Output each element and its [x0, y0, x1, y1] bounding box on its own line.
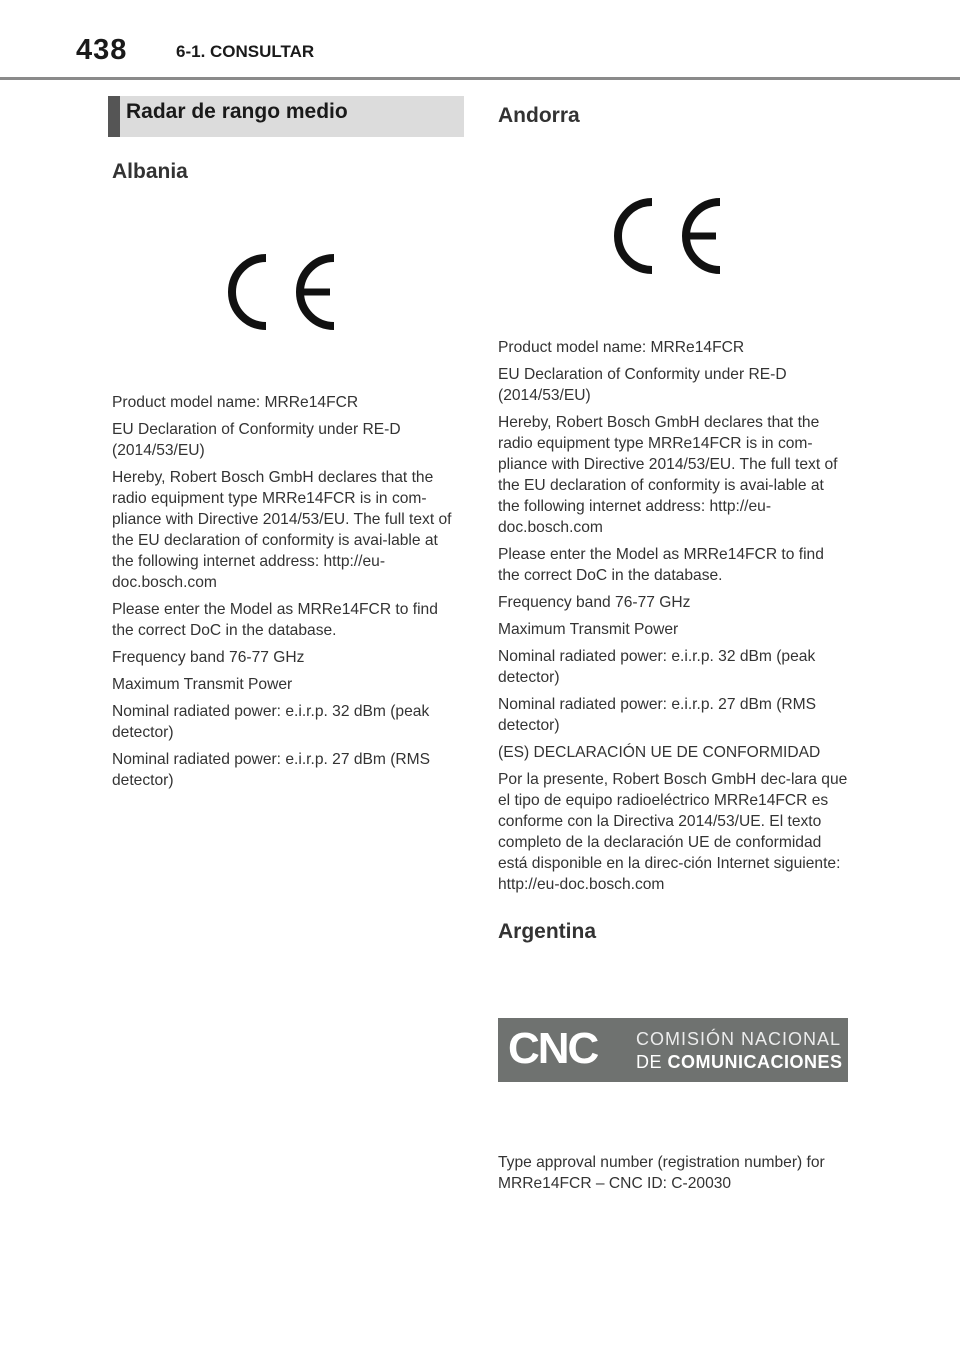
paragraph: Por la presente, Robert Bosch GmbH dec-lara que el tipo de equipo radioeléctrico MRRe14FCR es conforme con la Directiva 2014/53/UE. El texto completo de la declaración UE de conformidad está disponible en la direc-ción Internet siguiente: http://eu-doc.bosch.com: [498, 771, 848, 893]
section-banner: [108, 96, 464, 137]
paragraph: Nominal radiated power: e.i.r.p. 32 dBm (peak detector): [498, 648, 816, 686]
country-title-argentina: Argentina: [498, 920, 597, 943]
page-header: [0, 0, 960, 80]
argentina-text: [498, 1152, 848, 1200]
paragraph: Please enter the Model as MRRe14FCR to find the correct DoC in the database.: [498, 546, 824, 584]
cnc-logo-letters: CNC: [508, 1024, 598, 1073]
paragraph: Maximum Transmit Power: [112, 676, 293, 693]
paragraph: Frequency band 76-77 GHz: [498, 594, 691, 611]
paragraph: Nominal radiated power: e.i.r.p. 32 dBm (peak detector): [112, 703, 430, 741]
paragraph: Type approval number (registration number) for MRRe14FCR – CNC ID: C-20030: [498, 1154, 825, 1192]
paragraph: Hereby, Robert Bosch GmbH declares that the radio equipment type MRRe14FCR is in com-pliance with Directive 2014/53/EU. The full text of the EU declaration of conformity is avai-lable at the following internet address: http://eu-doc.bosch.com: [498, 414, 838, 536]
paragraph: Please enter the Model as MRRe14FCR to find the correct DoC in the database.: [112, 601, 438, 639]
paragraph: Maximum Transmit Power: [498, 621, 679, 638]
paragraph: Product model name: MRRe14FCR: [498, 339, 745, 356]
cnc-logo-line2-bold: COMUNICACIONES: [667, 1052, 843, 1072]
paragraph: (ES) DECLARACIÓN UE DE CONFORMIDAD: [498, 744, 821, 761]
paragraph: Nominal radiated power: e.i.r.p. 27 dBm (RMS detector): [112, 751, 431, 789]
paragraph: Frequency band 76-77 GHz: [112, 649, 305, 666]
paragraph: EU Declaration of Conformity under RE-D (2014/53/EU): [112, 421, 401, 459]
cnc-logo-line1: COMISIÓN NACIONAL: [636, 1029, 842, 1049]
ce-mark-icon: [612, 194, 728, 278]
albania-text: [112, 392, 462, 797]
paragraph: Nominal radiated power: e.i.r.p. 27 dBm (RMS detector): [498, 696, 817, 734]
chapter-title: 6-1. CONSULTAR: [176, 42, 315, 61]
paragraph: Product model name: MRRe14FCR: [112, 394, 359, 411]
page-number: 438: [76, 34, 128, 66]
paragraph: EU Declaration of Conformity under RE-D (2014/53/EU): [498, 366, 787, 404]
section-title: Radar de rango medio: [126, 100, 348, 123]
country-title-andorra: Andorra: [498, 104, 580, 127]
cnc-logo-line2: [636, 1052, 843, 1073]
paragraph: Hereby, Robert Bosch GmbH declares that the radio equipment type MRRe14FCR is in com-pliance with Directive 2014/53/EU. The full text of the EU declaration of conformity is avai-lable at the following internet address: http://eu-doc.bosch.com: [112, 469, 452, 591]
cnc-logo: [498, 1018, 848, 1082]
andorra-text: [498, 337, 848, 901]
country-title-albania: Albania: [112, 160, 188, 183]
cnc-logo-line2-prefix: DE: [636, 1052, 668, 1072]
ce-mark-icon: [226, 250, 342, 334]
